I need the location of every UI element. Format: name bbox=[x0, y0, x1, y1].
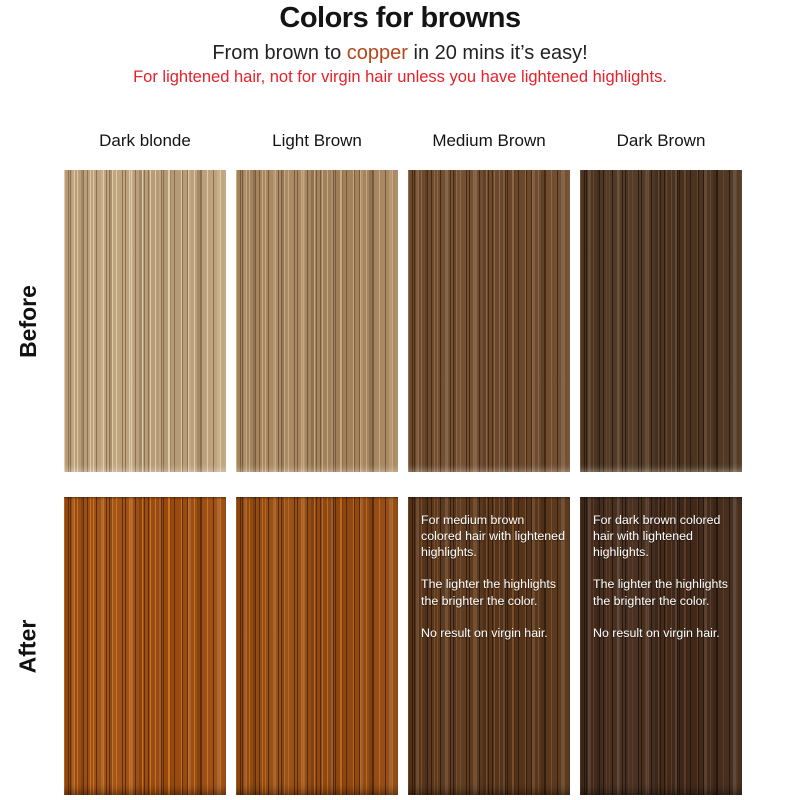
warning-text: For lightened hair, not for virgin hair unless you have lightened highlights. bbox=[133, 68, 667, 86]
column-header-dark-brown: Dark Brown bbox=[616, 131, 706, 150]
dark-brown-note-text bbox=[580, 497, 742, 657]
before-swatch-light-brown bbox=[236, 170, 398, 472]
note-paragraph: No result on virgin hair. bbox=[593, 625, 720, 640]
note-paragraph: The lighter the highlights the brighter the color. bbox=[593, 577, 729, 608]
subtitle-suffix: in 20 mins it’s easy! bbox=[407, 42, 588, 64]
before-swatch-dark-brown bbox=[580, 170, 742, 472]
row-label-after: After bbox=[14, 619, 41, 673]
before-row bbox=[64, 170, 742, 472]
column-header-medium-brown: Medium Brown bbox=[432, 131, 546, 150]
column-headers-row bbox=[64, 131, 742, 151]
after-swatch-copper-from-dark-blonde bbox=[64, 497, 226, 795]
after-swatch-dark-brown-note bbox=[580, 497, 742, 795]
before-swatch-dark-blonde bbox=[64, 170, 226, 472]
after-swatch-medium-brown-note bbox=[408, 497, 570, 795]
subtitle-prefix: From brown to bbox=[212, 42, 347, 64]
note-paragraph: For dark brown colored hair with lightened highlights. bbox=[593, 513, 721, 560]
column-header-light-brown: Light Brown bbox=[272, 131, 362, 150]
after-row bbox=[64, 497, 742, 795]
subtitle bbox=[0, 42, 800, 65]
note-paragraph: For medium brown colored hair with lightened highlights. bbox=[421, 513, 565, 560]
note-paragraph: No result on virgin hair. bbox=[421, 625, 548, 640]
row-label-before: Before bbox=[14, 284, 41, 358]
note-paragraph: The lighter the highlights the brighter the color. bbox=[421, 577, 557, 608]
column-header-dark-blonde: Dark blonde bbox=[99, 131, 191, 150]
before-swatch-medium-brown bbox=[408, 170, 570, 472]
subtitle-highlight-copper: copper bbox=[346, 42, 408, 64]
medium-brown-note-text bbox=[408, 497, 570, 657]
page-title: Colors for browns bbox=[279, 2, 521, 34]
after-swatch-copper-from-light-brown bbox=[236, 497, 398, 795]
